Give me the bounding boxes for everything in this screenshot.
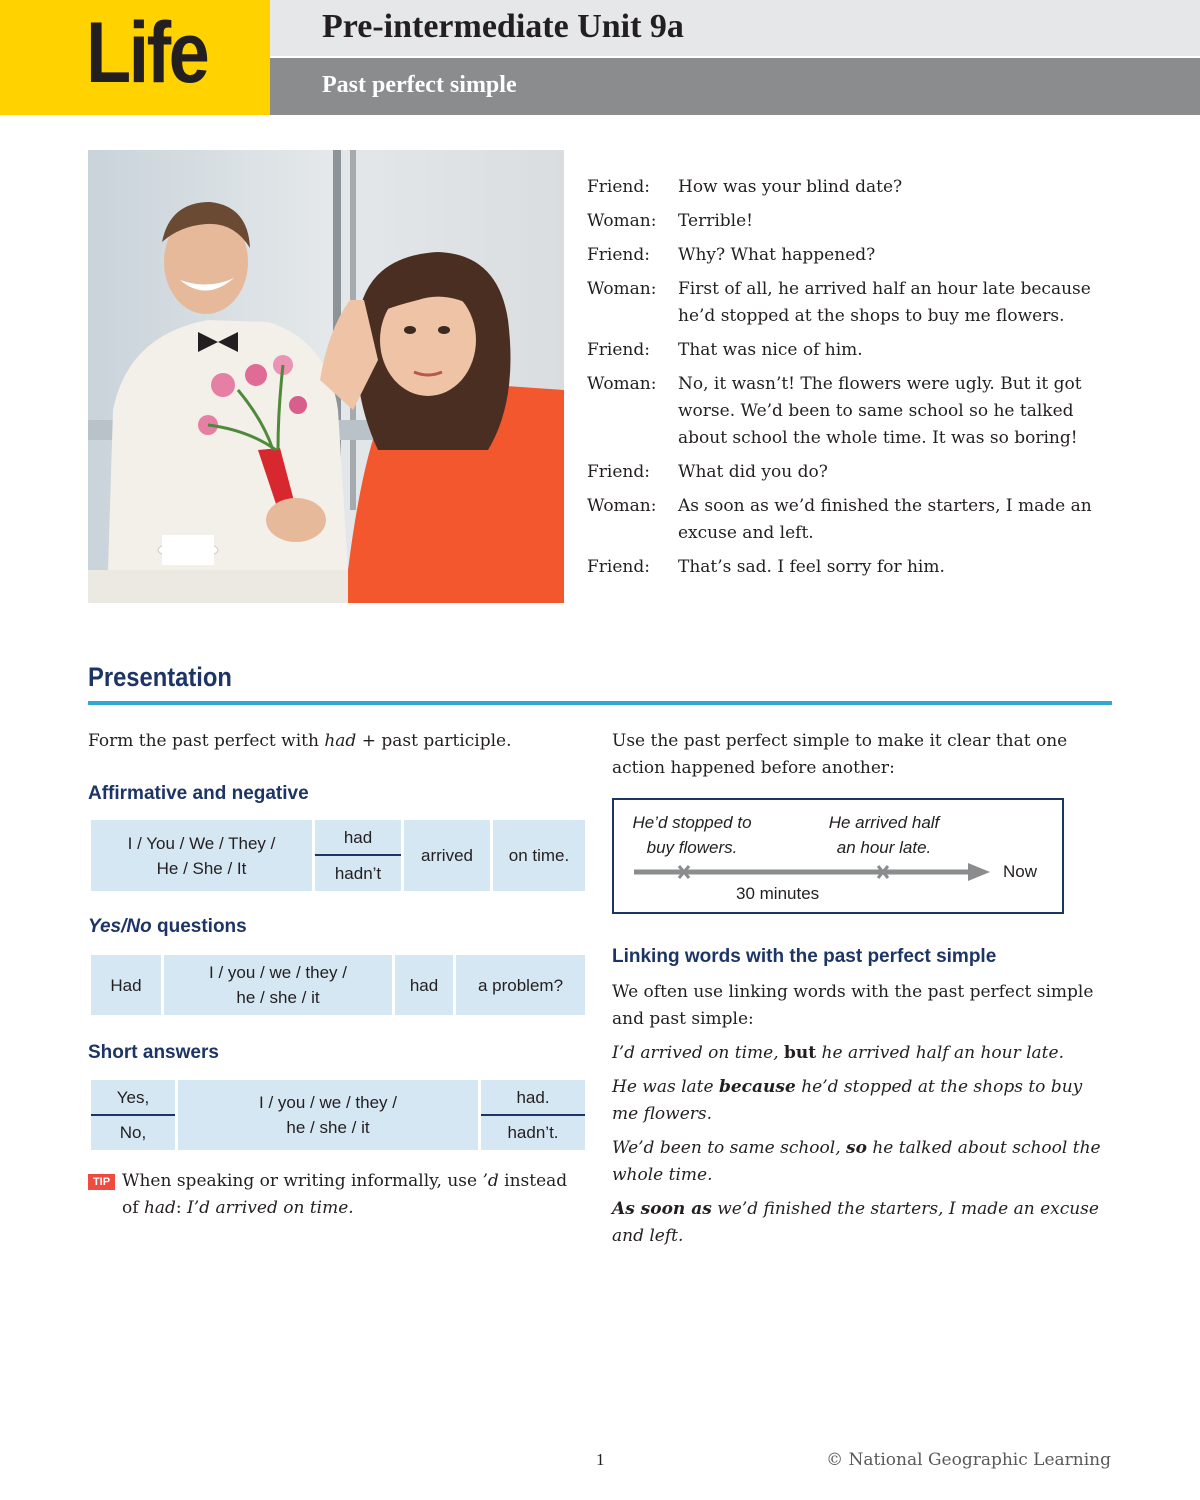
example-2 (612, 1074, 1112, 1128)
linking-word: so (846, 1138, 867, 1158)
tip-text (122, 1168, 588, 1222)
example-text: We’d been to same school, (612, 1138, 847, 1158)
speaker: Friend: (587, 340, 650, 360)
dialogue-line (587, 554, 1117, 581)
copyright: © National Geographic Learning (826, 1450, 1111, 1470)
timeline-arrow (634, 860, 994, 884)
event-line: buy flowers. (646, 838, 738, 857)
subject-line: he / she / it (286, 1118, 370, 1137)
form-rule (88, 728, 588, 755)
line-text: That’s sad. I feel sorry for him. (678, 557, 945, 577)
example-4 (612, 1196, 1112, 1250)
example-text: I’d arrived on time, (612, 1043, 785, 1063)
tip-contraction: ’d (482, 1171, 499, 1191)
tip-part: : (175, 1198, 188, 1218)
line-text: That was nice of him. (678, 340, 863, 360)
split-line (481, 1114, 585, 1116)
header-subtitle-bar (270, 58, 1200, 115)
hadnt-word: hadn’t. (507, 1123, 559, 1142)
event-line: an hour late. (836, 838, 932, 857)
short-answers-heading: Short answers (88, 1042, 219, 1063)
linking-word: As soon as (612, 1199, 712, 1219)
split-line (315, 854, 401, 856)
example-1 (612, 1040, 1112, 1067)
example-3 (612, 1135, 1112, 1189)
form-had: had (324, 731, 357, 751)
usage-intro: Use the past perfect simple to make it clear that one action happened before another: (612, 731, 1068, 778)
yes-word: Yes, (116, 1088, 150, 1107)
dialogue-line (587, 276, 1117, 330)
line-text: How was your blind date? (678, 177, 903, 197)
line-text: What did you do? (678, 462, 828, 482)
split-line (91, 1114, 175, 1116)
timeline-event-1 (622, 810, 762, 860)
tip-box (88, 1168, 588, 1222)
speaker: Woman: (587, 374, 657, 394)
heading-rule (88, 701, 1112, 705)
photo-man-offering-flowers (88, 150, 564, 603)
example-text: he arrived half an hour late. (816, 1043, 1064, 1063)
line-text: First of all, he arrived half an hour late because he’d stopped at the shops to buy me flowers. (678, 279, 1091, 326)
tip-example: I’d arrived on time. (187, 1198, 354, 1218)
subject-cell (164, 955, 392, 1015)
timeline-event-2 (809, 810, 959, 860)
yes-no-label: Yes/No (88, 916, 152, 937)
end-cell: a problem? (456, 955, 585, 1015)
example-text: we’d finished the starters, I made an excuse and left. (612, 1199, 1099, 1246)
tip-had: had (143, 1198, 176, 1218)
line-text: No, it wasn’t! The flowers were ugly. But it got worse. We’d been to same school so he talked about school the whole time. It was so boring! (678, 374, 1082, 448)
logo-panel (0, 0, 270, 115)
dialogue-line (587, 174, 1117, 201)
verb-cell: arrived (404, 820, 490, 891)
end-cell: on time. (493, 820, 585, 891)
speaker: Friend: (587, 177, 650, 197)
subject-line: I / you / we / they / (259, 1093, 397, 1112)
subject-cell (91, 820, 312, 891)
affirmative-heading: Affirmative and negative (88, 783, 309, 804)
speaker: Woman: (587, 211, 657, 231)
aux-cell: Had (91, 955, 161, 1015)
tip-badge: TIP (88, 1174, 115, 1190)
dialogue (587, 174, 1117, 588)
tip-part: instead of (122, 1171, 568, 1218)
timeline-box (612, 798, 1064, 914)
life-logo: Life (86, 5, 208, 101)
subject-line: he / she / it (236, 988, 320, 1007)
form-text: Form the past perfect with (88, 731, 325, 751)
timeline-gap: 30 minutes (736, 884, 820, 903)
timeline-now: Now (1003, 862, 1038, 881)
form-text: + past participle. (356, 731, 512, 751)
tip-part: When speaking or writing informally, use (122, 1171, 483, 1191)
dialogue-line (587, 371, 1117, 452)
had-word: had. (516, 1088, 550, 1107)
subject-line: I / you / we / they / (209, 963, 347, 982)
had-word: had (343, 828, 373, 848)
dialogue-line (587, 337, 1117, 364)
subject-line: He / She / It (156, 858, 247, 878)
questions-label: questions (151, 916, 247, 937)
presentation-heading: Presentation (88, 662, 232, 692)
hadnt-word: hadn’t (334, 863, 382, 883)
linking-body (612, 979, 1112, 1250)
line-text: Terrible! (678, 211, 753, 231)
example-text: he talked about school the whole time. (612, 1138, 1101, 1185)
speaker: Woman: (587, 279, 657, 299)
event-line: He’d stopped to (632, 813, 752, 832)
linking-word: because (718, 1077, 796, 1097)
page-title: Pre-intermediate Unit 9a (322, 8, 684, 45)
dialogue-line (587, 493, 1117, 547)
linking-intro: We often use linking words with the past perfect simple and past simple: (612, 982, 1094, 1029)
verb-cell: had (395, 955, 453, 1015)
speaker: Woman: (587, 496, 657, 516)
line-text: Why? What happened? (678, 245, 876, 265)
linking-heading: Linking words with the past perfect simple (612, 946, 997, 967)
linking-word: but (784, 1043, 817, 1063)
dialogue-line (587, 459, 1117, 486)
speaker: Friend: (587, 245, 650, 265)
header-title-bar (270, 0, 1200, 56)
no-word: No, (119, 1123, 147, 1142)
example-text: He was late (612, 1077, 719, 1097)
speaker: Friend: (587, 557, 650, 577)
dialogue-line (587, 242, 1117, 269)
page-number: 1 (596, 1450, 605, 1469)
example-text: he’d stopped at the shops to buy me flowers. (612, 1077, 1083, 1124)
page-subtitle: Past perfect simple (322, 72, 517, 98)
event-line: He arrived half (828, 813, 940, 832)
line-text: As soon as we’d finished the starters, I made an excuse and left. (678, 496, 1092, 543)
questions-heading (88, 916, 247, 938)
subject-line: I / You / We / They / (127, 833, 276, 853)
speaker: Friend: (587, 462, 650, 482)
subject-cell (178, 1080, 478, 1150)
dialogue-line (587, 208, 1117, 235)
